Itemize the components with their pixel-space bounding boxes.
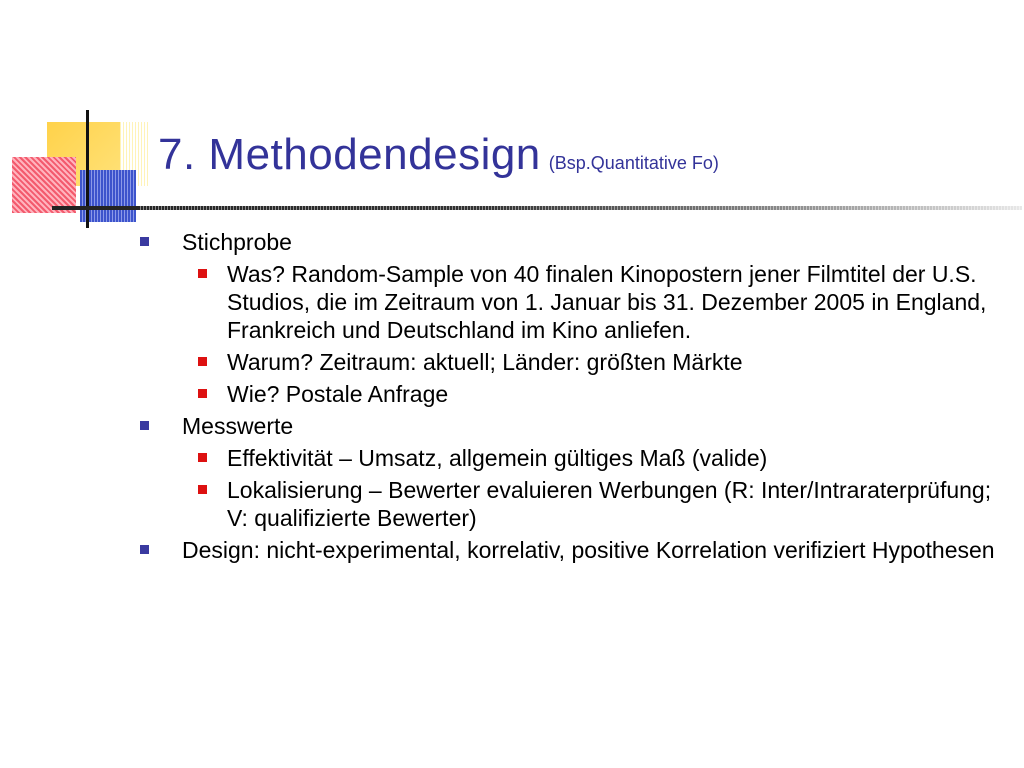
sub-bullet-item (182, 348, 1010, 376)
bullet-list (140, 228, 1010, 568)
sub-bullet-text: Effektivität – Umsatz, allgemein gültiges Maß (valide) (227, 445, 768, 471)
bullet-text: Stichprobe (182, 229, 292, 255)
decorative-red-square (12, 157, 76, 213)
sub-bullet-item (182, 476, 1010, 532)
square-bullet-icon (140, 237, 149, 246)
square-bullet-icon (140, 421, 149, 430)
square-bullet-icon (140, 545, 149, 554)
title-subtitle: (Bsp.Quantitative Fo) (548, 153, 719, 173)
bullet-text: Design: nicht-experimental, korrelativ, positive Korrelation verifiziert Hypothesen (182, 537, 995, 563)
sub-bullet-text: Warum? Zeitraum: aktuell; Länder: größten Märkte (227, 349, 743, 375)
title-underline-texture (140, 206, 1022, 210)
bullet-text: Messwerte (182, 413, 294, 439)
bullet-item-design (140, 536, 1010, 564)
sub-bullet-item (182, 380, 1010, 408)
title-main: 7. Methodendesign (158, 130, 541, 179)
decorative-vertical-line (86, 110, 89, 228)
sub-bullet-text: Lokalisierung – Bewerter evaluieren Werbungen (R: Inter/Intraraterprüfung; V: qualifizierte Bewerter) (227, 477, 992, 531)
bullet-item-stichprobe (140, 228, 1010, 408)
slide-title (158, 130, 719, 180)
sub-bullet-list (182, 260, 1010, 408)
sub-bullet-text: Was? Random-Sample von 40 finalen Kinopostern jener Filmtitel der U.S. Studios, die im Zeitraum von 1. Januar bis 31. Dezember 2005 in England, Frankreich und Deutschland im Kino anliefen. (227, 261, 987, 343)
sub-bullet-list (182, 444, 1010, 532)
sub-bullet-text: Wie? Postale Anfrage (227, 381, 449, 407)
square-bullet-icon (198, 357, 207, 366)
sub-bullet-item (182, 444, 1010, 472)
square-bullet-icon (198, 389, 207, 398)
square-bullet-icon (198, 485, 207, 494)
square-bullet-icon (198, 453, 207, 462)
square-bullet-icon (198, 269, 207, 278)
bullet-item-messwerte (140, 412, 1010, 532)
sub-bullet-item (182, 260, 1010, 344)
